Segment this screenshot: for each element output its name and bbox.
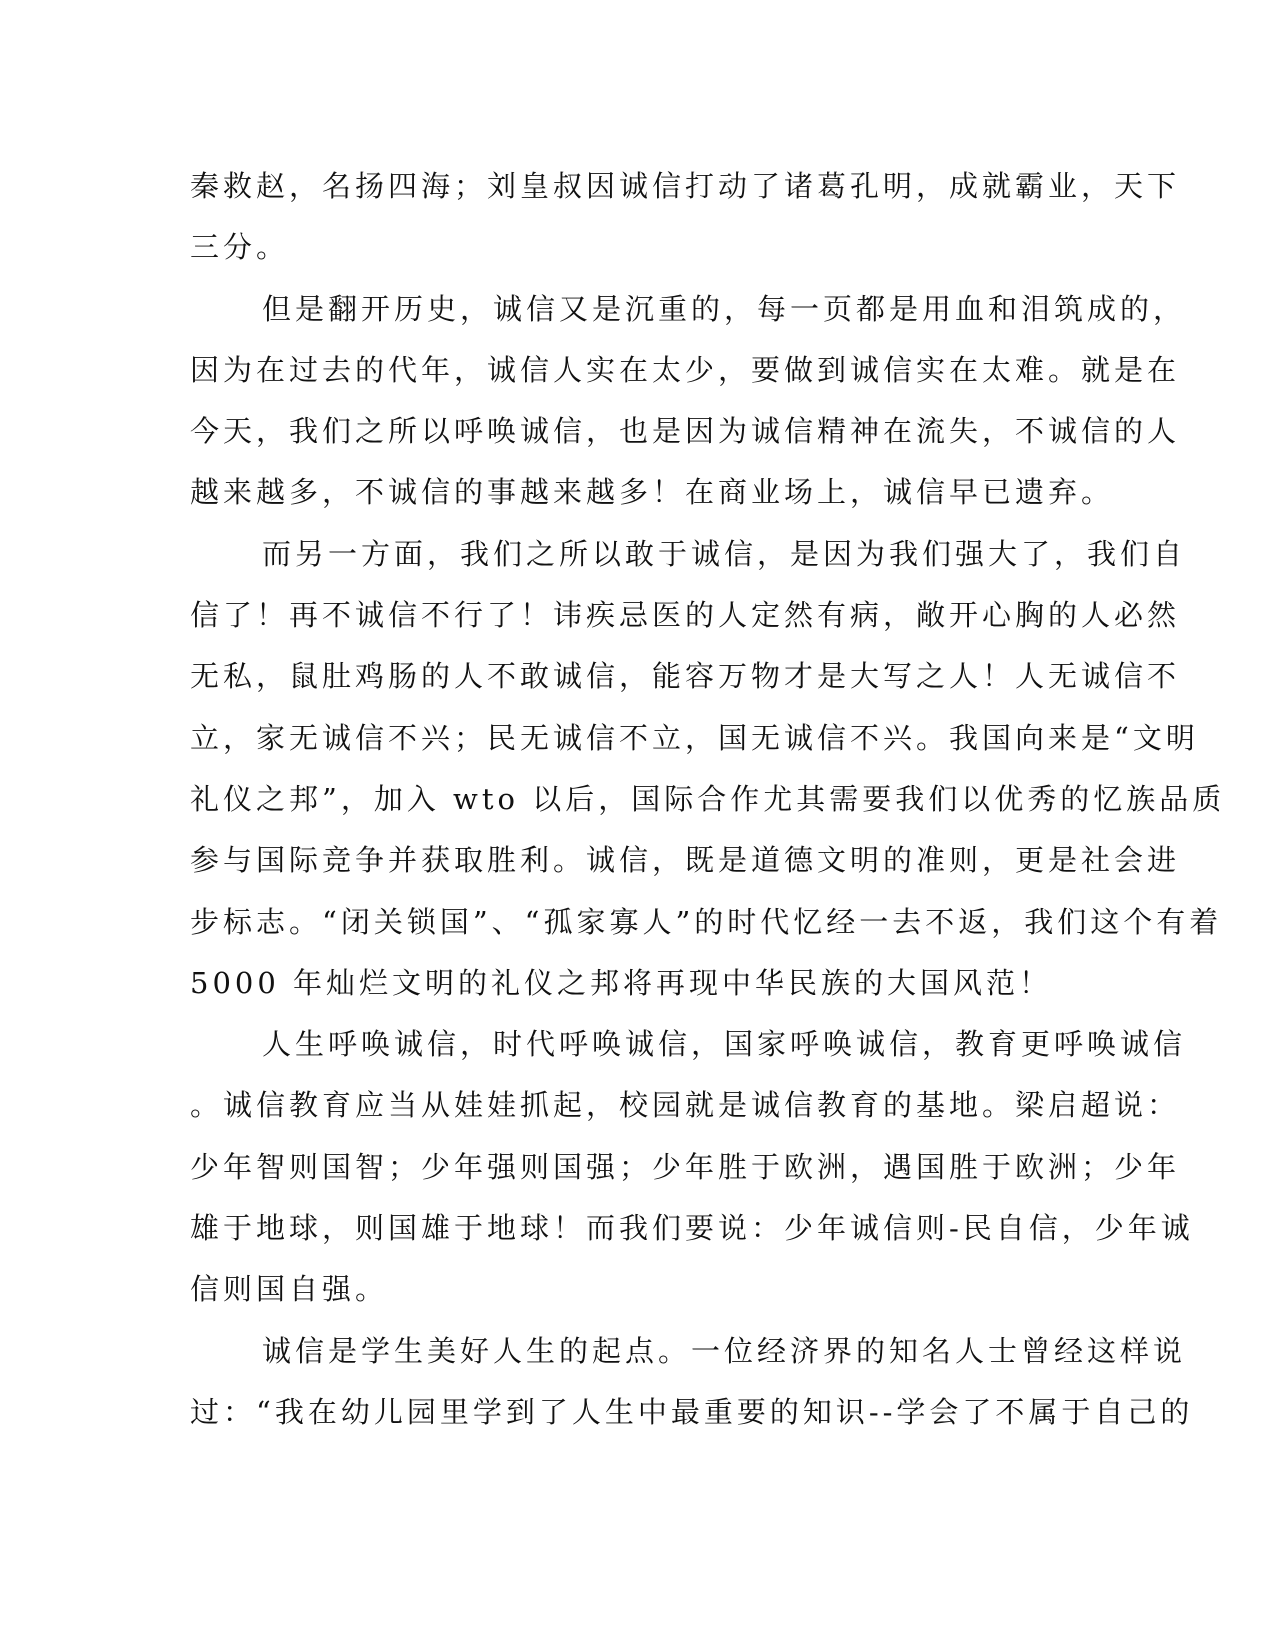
paragraph-start-line: 但是翻开历史，诚信又是沉重的，每一页都是用血和泪筑成的， xyxy=(262,291,1187,326)
paragraph-start-line: 人生呼唤诚信，时代呼唤诚信，国家呼唤诚信，教育更呼唤诚信 xyxy=(262,1027,1187,1062)
text-line: 越来越多，不诚信的事越来越多！在商业场上，诚信早已遗弃。 xyxy=(190,475,1115,510)
paragraph-start-line: 而另一方面，我们之所以敢于诚信，是因为我们强大了，我们自 xyxy=(262,536,1187,571)
text-line: 三分。 xyxy=(190,230,290,265)
text-line: 步标志。“闭关锁国”、“孤家寡人”的时代忆经一去不返，我们这个有着 xyxy=(190,904,1223,939)
text-line: 过：“我在幼儿园里学到了人生中最重要的知识--学会了不属于自己的 xyxy=(190,1394,1194,1429)
text-line: 因为在过去的代年，诚信人实在太少，要做到诚信实在太难。就是在 xyxy=(190,352,1181,387)
text-line: 礼仪之邦”，加入 wto 以后，国际合作尤其需要我们以优秀的忆族品质 xyxy=(190,781,1226,816)
text-line: 信则国自强。 xyxy=(190,1272,389,1307)
text-line: 信了！再不诚信不行了！讳疾忌医的人定然有病，敞开心胸的人必然 xyxy=(190,598,1181,633)
text-line: 参与国际竞争并获取胜利。诚信，既是道德文明的准则，更是社会进 xyxy=(190,843,1181,878)
text-line: 今天，我们之所以呼唤诚信，也是因为诚信精神在流失，不诚信的人 xyxy=(190,414,1181,449)
paragraph-start-line: 诚信是学生美好人生的起点。一位经济界的知名人士曾经这样说 xyxy=(262,1333,1187,1368)
document-body xyxy=(190,156,1226,1443)
text-line: 无私，鼠肚鸡肠的人不敢诚信，能容万物才是大写之人！人无诚信不 xyxy=(190,659,1181,694)
text-line: 秦救赵，名扬四海；刘皇叔因诚信打动了诸葛孔明，成就霸业，天下 xyxy=(190,169,1181,203)
text-line: 。诚信教育应当从娃娃抓起，校园就是诚信教育的基地。梁启超说： xyxy=(190,1088,1181,1123)
text-line: 5000 年灿烂文明的礼仪之邦将再现中华民族的大国风范！ xyxy=(190,965,1053,1000)
text-line: 雄于地球，则国雄于地球！而我们要说：少年诚信则-民自信，少年诚 xyxy=(190,1211,1194,1246)
text-line: 少年智则国智；少年强则国强；少年胜于欧洲，遇国胜于欧洲；少年 xyxy=(190,1149,1181,1184)
text-line: 立，家无诚信不兴；民无诚信不立，国无诚信不兴。我国向来是“文明 xyxy=(190,720,1199,755)
